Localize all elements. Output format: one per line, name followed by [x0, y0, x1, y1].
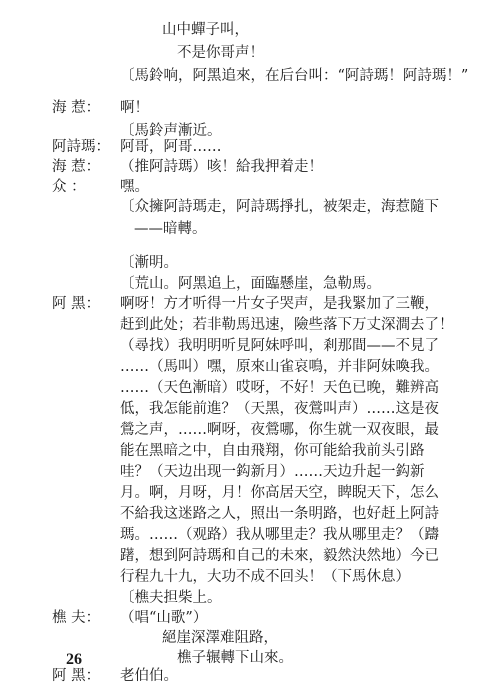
- dialogue-line: 啊！: [120, 100, 149, 116]
- stage-direction: 〔馬鈴声漸近。: [120, 123, 222, 139]
- song-line: 絕崖深澤难阻路，: [162, 630, 278, 646]
- dialogue-line: ……（馬叫）嘿，原來山雀哀鳴，并非阿妹喚我。: [120, 359, 439, 375]
- stage-direction: 〔众擁阿詩瑪走，阿詩瑪掙扎，被架走，海惹隨下: [120, 199, 439, 215]
- dialogue-line: ……（天色漸暗）哎呀，不好！天色已晚，難辨高: [120, 380, 439, 396]
- speaker-name: 海 惹：: [52, 100, 101, 116]
- stage-direction: 〔馬鈴响，阿黑追來，在后台叫：“阿詩瑪！阿詩瑪！”: [120, 68, 469, 84]
- dialogue-line: 瑪。……（观路）我从哪里走？我从哪里走？（躊: [120, 527, 439, 543]
- dialogue-line: 啊呀！方才听得一片女子哭声，是我緊加了三鞭，: [120, 296, 439, 312]
- song-line: 樵子辗轉下山來。: [177, 650, 293, 666]
- dialogue-line: 哇？（天边出现一鈎新月）……天边升起一鈎新: [120, 464, 425, 480]
- song-line: 不是你哥声！: [177, 45, 264, 61]
- dialogue-line: 能在黑暗之中，自由飛翔，你可能給我前头引路: [120, 443, 425, 459]
- dialogue-line: 鶯之声，……啊呀，夜鶯哪，你生就一双夜眼，最: [120, 422, 439, 438]
- dialogue-line: 月。啊，月呀，月！你高居天空，睥睨天下，怎么: [120, 485, 439, 501]
- dialogue-line: 嘿。: [120, 179, 149, 195]
- stage-direction: 〔樵夫担柴上。: [120, 590, 222, 606]
- dialogue-line: 躇，想到阿詩瑪和自己的未來，毅然決然地）今已: [120, 548, 439, 564]
- speaker-name: 海 惹：: [52, 159, 101, 175]
- stage-direction: 〔荒山。阿黑追上，面臨懸崖，急勒馬。: [120, 276, 381, 292]
- dialogue-line: 阿哥，阿哥……: [120, 139, 222, 155]
- dialogue-line: 不給我这迷路之人，照出一条明路，也好赶上阿詩: [120, 506, 439, 522]
- page-number: 26: [66, 651, 82, 668]
- dialogue-line: （推阿詩瑪）咳！給我押着走！: [120, 159, 323, 175]
- stage-direction: ——暗轉。: [134, 221, 207, 237]
- dialogue-line: 行程九十九，大功不成不回头！（下馬休息）: [120, 569, 410, 585]
- dialogue-line: 老伯伯。: [120, 668, 178, 684]
- speaker-name: 众 ：: [52, 179, 86, 195]
- speaker-name: 阿詩瑪：: [52, 139, 110, 155]
- stage-direction: 〔漸明。: [120, 255, 178, 271]
- speaker-name: 阿 黑：: [52, 668, 101, 684]
- song-line: 山中蟬子叫，: [162, 22, 249, 38]
- dialogue-line: 赶到此处；若非勒馬迅速，險些落下万丈深澗去了！: [120, 317, 454, 333]
- dialogue-line: （唱“山歌”）: [120, 610, 208, 626]
- dialogue-line: 低，我怎能前進？（天黑，夜鶯叫声）……这是夜: [120, 401, 439, 417]
- speaker-name: 阿 黑：: [52, 296, 101, 312]
- dialogue-line: （尋找）我明明听見阿妹呼叫，剎那間——不見了: [120, 338, 439, 354]
- speaker-name: 樵 夫：: [52, 610, 101, 626]
